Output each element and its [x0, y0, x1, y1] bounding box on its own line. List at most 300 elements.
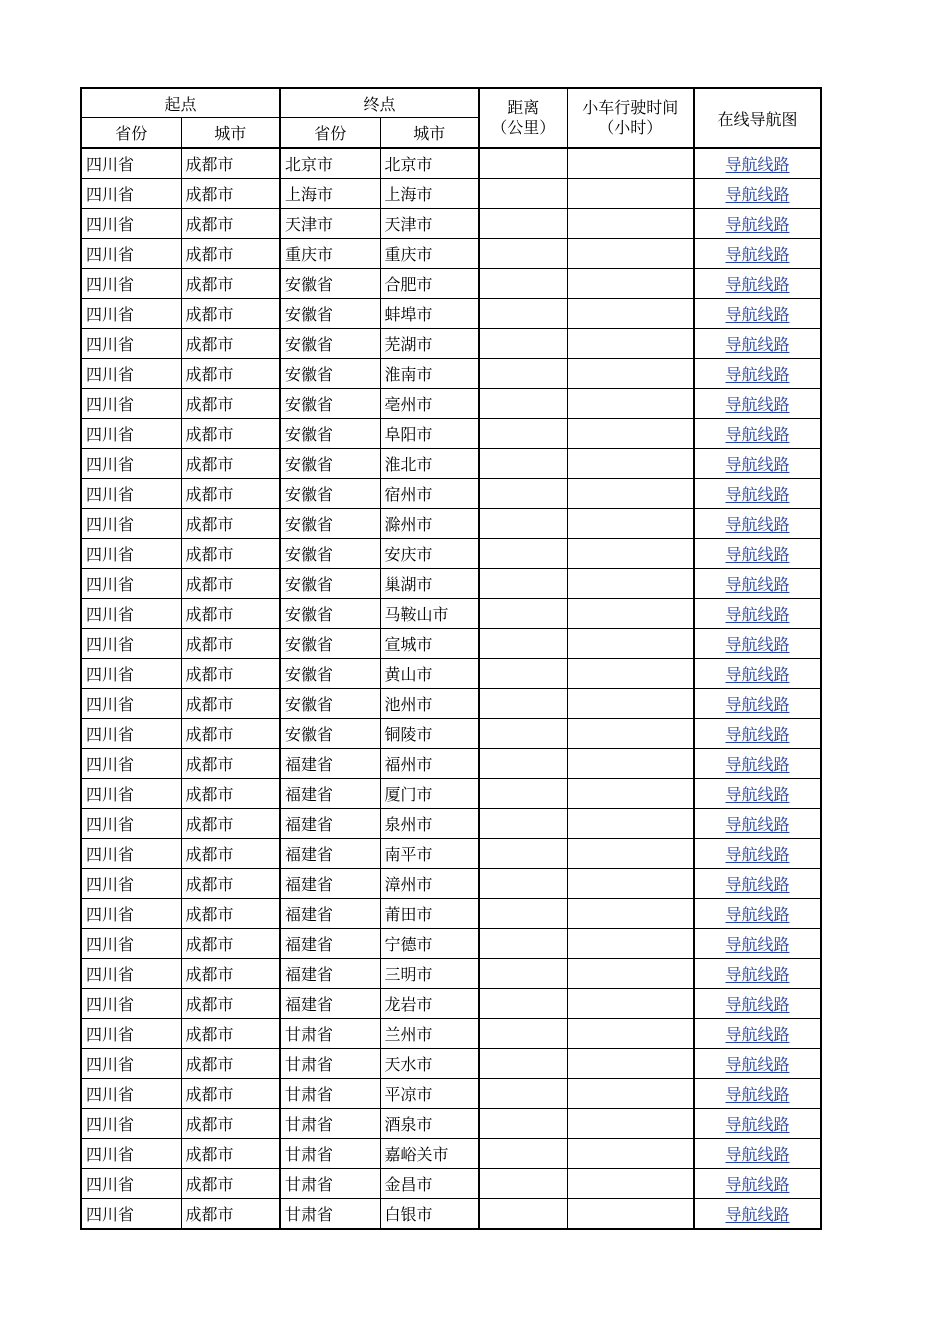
table-row [81, 359, 821, 389]
map-cell [694, 749, 821, 779]
map-cell [694, 1169, 821, 1199]
nav-route-link[interactable]: 导航线路 [725, 905, 790, 924]
nav-route-link[interactable]: 导航线路 [725, 605, 790, 624]
map-cell [694, 599, 821, 629]
start-province-cell: 四川省 [81, 989, 181, 1019]
distance-cell [479, 1079, 567, 1109]
map-cell [694, 419, 821, 449]
table-row [81, 539, 821, 569]
time-cell [567, 148, 694, 179]
start-province-cell: 四川省 [81, 1109, 181, 1139]
map-cell [694, 389, 821, 419]
start-province-cell: 四川省 [81, 569, 181, 599]
distance-cell [479, 449, 567, 479]
start-province-cell: 四川省 [81, 929, 181, 959]
start-city-cell: 成都市 [181, 419, 280, 449]
table-row [81, 839, 821, 869]
time-cell [567, 719, 694, 749]
end-city-cell: 酒泉市 [380, 1109, 479, 1139]
start-city-cell: 成都市 [181, 629, 280, 659]
time-cell [567, 959, 694, 989]
table-row [81, 899, 821, 929]
distance-cell [479, 569, 567, 599]
nav-route-link[interactable]: 导航线路 [725, 575, 790, 594]
end-province-cell: 安徽省 [280, 419, 380, 449]
end-province-cell: 福建省 [280, 839, 380, 869]
distance-cell [479, 1139, 567, 1169]
end-province-cell: 甘肃省 [280, 1019, 380, 1049]
start-province-cell: 四川省 [81, 629, 181, 659]
time-cell [567, 779, 694, 809]
distance-cell [479, 809, 567, 839]
end-city-cell: 天津市 [380, 209, 479, 239]
end-city-cell: 重庆市 [380, 239, 479, 269]
start-province-cell: 四川省 [81, 148, 181, 179]
nav-route-link[interactable]: 导航线路 [725, 1145, 790, 1164]
end-city-cell: 嘉峪关市 [380, 1139, 479, 1169]
map-cell [694, 959, 821, 989]
map-cell [694, 929, 821, 959]
nav-route-link[interactable]: 导航线路 [725, 875, 790, 894]
end-province-cell: 甘肃省 [280, 1109, 380, 1139]
end-city-cell: 南平市 [380, 839, 479, 869]
start-province-cell: 四川省 [81, 359, 181, 389]
distance-cell [479, 599, 567, 629]
table-row [81, 689, 821, 719]
time-cell [567, 929, 694, 959]
table-row [81, 509, 821, 539]
map-cell [694, 1139, 821, 1169]
distance-cell [479, 719, 567, 749]
time-cell [567, 869, 694, 899]
table-row [81, 179, 821, 209]
end-city-cell: 淮北市 [380, 449, 479, 479]
start-city-cell: 成都市 [181, 839, 280, 869]
map-cell [694, 269, 821, 299]
end-city-cell: 铜陵市 [380, 719, 479, 749]
end-province-cell: 福建省 [280, 749, 380, 779]
start-province-cell: 四川省 [81, 1079, 181, 1109]
nav-route-link[interactable]: 导航线路 [725, 365, 790, 384]
nav-route-link[interactable]: 导航线路 [725, 185, 790, 204]
time-cell [567, 659, 694, 689]
nav-route-link[interactable]: 导航线路 [725, 695, 790, 714]
end-city-cell: 芜湖市 [380, 329, 479, 359]
start-province-cell: 四川省 [81, 269, 181, 299]
start-city-cell: 成都市 [181, 719, 280, 749]
start-city-cell: 成都市 [181, 148, 280, 179]
time-cell [567, 239, 694, 269]
start-city-cell: 成都市 [181, 1199, 280, 1230]
header-end: 终点 [280, 88, 479, 118]
nav-route-link[interactable]: 导航线路 [725, 1085, 790, 1104]
header-time-line1: 小车行驶时间 [582, 98, 679, 117]
end-province-cell: 安徽省 [280, 449, 380, 479]
end-province-cell: 安徽省 [280, 719, 380, 749]
map-cell [694, 359, 821, 389]
end-city-cell: 阜阳市 [380, 419, 479, 449]
end-province-cell: 福建省 [280, 899, 380, 929]
nav-route-link[interactable]: 导航线路 [725, 215, 790, 234]
nav-route-link[interactable]: 导航线路 [725, 665, 790, 684]
end-city-cell: 白银市 [380, 1199, 479, 1230]
end-province-cell: 安徽省 [280, 599, 380, 629]
end-province-cell: 安徽省 [280, 299, 380, 329]
table-row [81, 929, 821, 959]
time-cell [567, 629, 694, 659]
map-cell [694, 449, 821, 479]
time-cell [567, 1199, 694, 1230]
start-province-cell: 四川省 [81, 809, 181, 839]
start-province-cell: 四川省 [81, 899, 181, 929]
start-city-cell: 成都市 [181, 389, 280, 419]
distance-cell [479, 539, 567, 569]
end-city-cell: 宁德市 [380, 929, 479, 959]
map-cell [694, 329, 821, 359]
nav-route-link[interactable]: 导航线路 [725, 635, 790, 654]
time-cell [567, 1079, 694, 1109]
header-start-province: 省份 [81, 118, 181, 149]
end-city-cell: 滁州市 [380, 509, 479, 539]
map-cell [694, 989, 821, 1019]
map-cell [694, 1019, 821, 1049]
start-province-cell: 四川省 [81, 179, 181, 209]
start-province-cell: 四川省 [81, 419, 181, 449]
start-city-cell: 成都市 [181, 1169, 280, 1199]
distance-cell [479, 359, 567, 389]
route-table [80, 87, 822, 1230]
nav-route-link[interactable]: 导航线路 [725, 725, 790, 744]
table-row [81, 1199, 821, 1230]
end-province-cell: 天津市 [280, 209, 380, 239]
table-row [81, 209, 821, 239]
end-city-cell: 巢湖市 [380, 569, 479, 599]
distance-cell [479, 899, 567, 929]
table-row [81, 719, 821, 749]
map-cell [694, 209, 821, 239]
end-city-cell: 平凉市 [380, 1079, 479, 1109]
map-cell [694, 719, 821, 749]
table-body [81, 148, 821, 1229]
time-cell [567, 299, 694, 329]
table-row [81, 148, 821, 179]
start-province-cell: 四川省 [81, 1199, 181, 1230]
end-city-cell: 淮南市 [380, 359, 479, 389]
map-cell [694, 869, 821, 899]
start-province-cell: 四川省 [81, 509, 181, 539]
table-row [81, 779, 821, 809]
start-city-cell: 成都市 [181, 779, 280, 809]
start-city-cell: 成都市 [181, 1079, 280, 1109]
table-row [81, 959, 821, 989]
start-city-cell: 成都市 [181, 659, 280, 689]
end-province-cell: 福建省 [280, 989, 380, 1019]
end-city-cell: 黄山市 [380, 659, 479, 689]
table-row [81, 809, 821, 839]
map-cell [694, 299, 821, 329]
distance-cell [479, 1199, 567, 1230]
time-cell [567, 389, 694, 419]
nav-route-link[interactable]: 导航线路 [725, 1055, 790, 1074]
end-province-cell: 北京市 [280, 148, 380, 179]
nav-route-link[interactable]: 导航线路 [725, 935, 790, 954]
end-province-cell: 安徽省 [280, 359, 380, 389]
end-province-cell: 安徽省 [280, 629, 380, 659]
map-cell [694, 1199, 821, 1230]
time-cell [567, 569, 694, 599]
end-city-cell: 上海市 [380, 179, 479, 209]
start-city-cell: 成都市 [181, 479, 280, 509]
distance-cell [479, 239, 567, 269]
distance-cell [479, 839, 567, 869]
end-province-cell: 甘肃省 [280, 1169, 380, 1199]
map-cell [694, 659, 821, 689]
end-province-cell: 福建省 [280, 959, 380, 989]
start-city-cell: 成都市 [181, 539, 280, 569]
map-cell [694, 479, 821, 509]
time-cell [567, 839, 694, 869]
end-province-cell: 安徽省 [280, 539, 380, 569]
map-cell [694, 629, 821, 659]
start-province-cell: 四川省 [81, 869, 181, 899]
nav-route-link[interactable]: 导航线路 [725, 1175, 790, 1194]
header-distance-line2: （公里） [491, 118, 556, 137]
nav-route-link[interactable]: 导航线路 [725, 755, 790, 774]
start-province-cell: 四川省 [81, 779, 181, 809]
time-cell [567, 539, 694, 569]
table-row [81, 449, 821, 479]
start-province-cell: 四川省 [81, 689, 181, 719]
distance-cell [479, 629, 567, 659]
distance-cell [479, 479, 567, 509]
start-city-cell: 成都市 [181, 329, 280, 359]
map-cell [694, 1079, 821, 1109]
distance-cell [479, 959, 567, 989]
start-province-cell: 四川省 [81, 1139, 181, 1169]
end-city-cell: 天水市 [380, 1049, 479, 1079]
start-city-cell: 成都市 [181, 509, 280, 539]
nav-route-link[interactable]: 导航线路 [725, 155, 790, 174]
table-row [81, 269, 821, 299]
end-province-cell: 安徽省 [280, 269, 380, 299]
map-cell [694, 1109, 821, 1139]
nav-route-link[interactable]: 导航线路 [725, 1025, 790, 1044]
end-city-cell: 宿州市 [380, 479, 479, 509]
nav-route-link[interactable]: 导航线路 [725, 485, 790, 504]
header-time [567, 88, 694, 148]
start-city-cell: 成都市 [181, 689, 280, 719]
header-start-city: 城市 [181, 118, 280, 149]
distance-cell [479, 209, 567, 239]
table-row [81, 869, 821, 899]
map-cell [694, 809, 821, 839]
end-province-cell: 安徽省 [280, 569, 380, 599]
distance-cell [479, 509, 567, 539]
start-province-cell: 四川省 [81, 599, 181, 629]
distance-cell [479, 989, 567, 1019]
start-city-cell: 成都市 [181, 299, 280, 329]
nav-route-link[interactable]: 导航线路 [725, 395, 790, 414]
table-row [81, 239, 821, 269]
distance-cell [479, 869, 567, 899]
end-province-cell: 福建省 [280, 779, 380, 809]
table-row [81, 1109, 821, 1139]
start-city-cell: 成都市 [181, 209, 280, 239]
nav-route-link[interactable]: 导航线路 [725, 245, 790, 264]
end-city-cell: 金昌市 [380, 1169, 479, 1199]
table-row [81, 329, 821, 359]
nav-route-link[interactable]: 导航线路 [725, 305, 790, 324]
nav-route-link[interactable]: 导航线路 [725, 995, 790, 1014]
start-province-cell: 四川省 [81, 839, 181, 869]
map-cell [694, 899, 821, 929]
distance-cell [479, 148, 567, 179]
end-province-cell: 安徽省 [280, 389, 380, 419]
distance-cell [479, 329, 567, 359]
end-city-cell: 亳州市 [380, 389, 479, 419]
start-province-cell: 四川省 [81, 329, 181, 359]
table-row [81, 1139, 821, 1169]
map-cell [694, 839, 821, 869]
time-cell [567, 179, 694, 209]
map-cell [694, 239, 821, 269]
nav-route-link[interactable]: 导航线路 [725, 1205, 790, 1224]
header-time-line2: （小时） [598, 118, 663, 137]
time-cell [567, 449, 694, 479]
start-city-cell: 成都市 [181, 1139, 280, 1169]
start-city-cell: 成都市 [181, 449, 280, 479]
nav-route-link[interactable]: 导航线路 [725, 1115, 790, 1134]
time-cell [567, 1139, 694, 1169]
end-city-cell: 龙岩市 [380, 989, 479, 1019]
start-province-cell: 四川省 [81, 749, 181, 779]
start-city-cell: 成都市 [181, 239, 280, 269]
distance-cell [479, 929, 567, 959]
header-distance [479, 88, 567, 148]
end-province-cell: 甘肃省 [280, 1139, 380, 1169]
end-province-cell: 福建省 [280, 869, 380, 899]
map-cell [694, 148, 821, 179]
start-city-cell: 成都市 [181, 989, 280, 1019]
time-cell [567, 989, 694, 1019]
start-city-cell: 成都市 [181, 599, 280, 629]
end-city-cell: 兰州市 [380, 1019, 479, 1049]
time-cell [567, 1109, 694, 1139]
start-city-cell: 成都市 [181, 569, 280, 599]
end-province-cell: 上海市 [280, 179, 380, 209]
end-province-cell: 甘肃省 [280, 1199, 380, 1230]
table-row [81, 1019, 821, 1049]
table-row [81, 989, 821, 1019]
start-city-cell: 成都市 [181, 1109, 280, 1139]
distance-cell [479, 299, 567, 329]
start-city-cell: 成都市 [181, 959, 280, 989]
end-province-cell: 安徽省 [280, 659, 380, 689]
nav-route-link[interactable]: 导航线路 [725, 275, 790, 294]
time-cell [567, 1169, 694, 1199]
table-row [81, 659, 821, 689]
nav-route-link[interactable]: 导航线路 [725, 455, 790, 474]
start-province-cell: 四川省 [81, 449, 181, 479]
start-province-cell: 四川省 [81, 209, 181, 239]
nav-route-link[interactable]: 导航线路 [725, 785, 790, 804]
start-province-cell: 四川省 [81, 959, 181, 989]
end-city-cell: 厦门市 [380, 779, 479, 809]
table-row [81, 1049, 821, 1079]
start-city-cell: 成都市 [181, 269, 280, 299]
table-row [81, 1169, 821, 1199]
time-cell [567, 809, 694, 839]
nav-route-link[interactable]: 导航线路 [725, 425, 790, 444]
table-row [81, 599, 821, 629]
map-cell [694, 179, 821, 209]
start-province-cell: 四川省 [81, 389, 181, 419]
start-city-cell: 成都市 [181, 809, 280, 839]
start-province-cell: 四川省 [81, 1169, 181, 1199]
end-city-cell: 合肥市 [380, 269, 479, 299]
nav-route-link[interactable]: 导航线路 [725, 335, 790, 354]
end-city-cell: 三明市 [380, 959, 479, 989]
start-province-cell: 四川省 [81, 539, 181, 569]
distance-cell [479, 419, 567, 449]
table-row [81, 749, 821, 779]
nav-route-link[interactable]: 导航线路 [725, 815, 790, 834]
nav-route-link[interactable]: 导航线路 [725, 845, 790, 864]
distance-cell [479, 689, 567, 719]
start-province-cell: 四川省 [81, 719, 181, 749]
distance-cell [479, 1049, 567, 1079]
end-city-cell: 马鞍山市 [380, 599, 479, 629]
start-province-cell: 四川省 [81, 239, 181, 269]
end-city-cell: 漳州市 [380, 869, 479, 899]
end-city-cell: 泉州市 [380, 809, 479, 839]
time-cell [567, 689, 694, 719]
map-cell [694, 539, 821, 569]
end-city-cell: 北京市 [380, 148, 479, 179]
distance-cell [479, 1019, 567, 1049]
end-city-cell: 安庆市 [380, 539, 479, 569]
nav-route-link[interactable]: 导航线路 [725, 965, 790, 984]
start-province-cell: 四川省 [81, 659, 181, 689]
end-city-cell: 福州市 [380, 749, 479, 779]
time-cell [567, 479, 694, 509]
distance-cell [479, 779, 567, 809]
start-city-cell: 成都市 [181, 359, 280, 389]
time-cell [567, 1019, 694, 1049]
start-city-cell: 成都市 [181, 179, 280, 209]
start-city-cell: 成都市 [181, 1019, 280, 1049]
header-end-city: 城市 [380, 118, 479, 149]
time-cell [567, 749, 694, 779]
start-province-cell: 四川省 [81, 299, 181, 329]
time-cell [567, 419, 694, 449]
time-cell [567, 899, 694, 929]
end-city-cell: 莆田市 [380, 899, 479, 929]
end-city-cell: 宣城市 [380, 629, 479, 659]
time-cell [567, 209, 694, 239]
map-cell [694, 779, 821, 809]
end-city-cell: 池州市 [380, 689, 479, 719]
header-map: 在线导航图 [694, 88, 821, 148]
distance-cell [479, 1109, 567, 1139]
end-province-cell: 甘肃省 [280, 1079, 380, 1109]
nav-route-link[interactable]: 导航线路 [725, 545, 790, 564]
start-province-cell: 四川省 [81, 1019, 181, 1049]
start-city-cell: 成都市 [181, 749, 280, 779]
start-province-cell: 四川省 [81, 1049, 181, 1079]
header-start: 起点 [81, 88, 280, 118]
nav-route-link[interactable]: 导航线路 [725, 515, 790, 534]
